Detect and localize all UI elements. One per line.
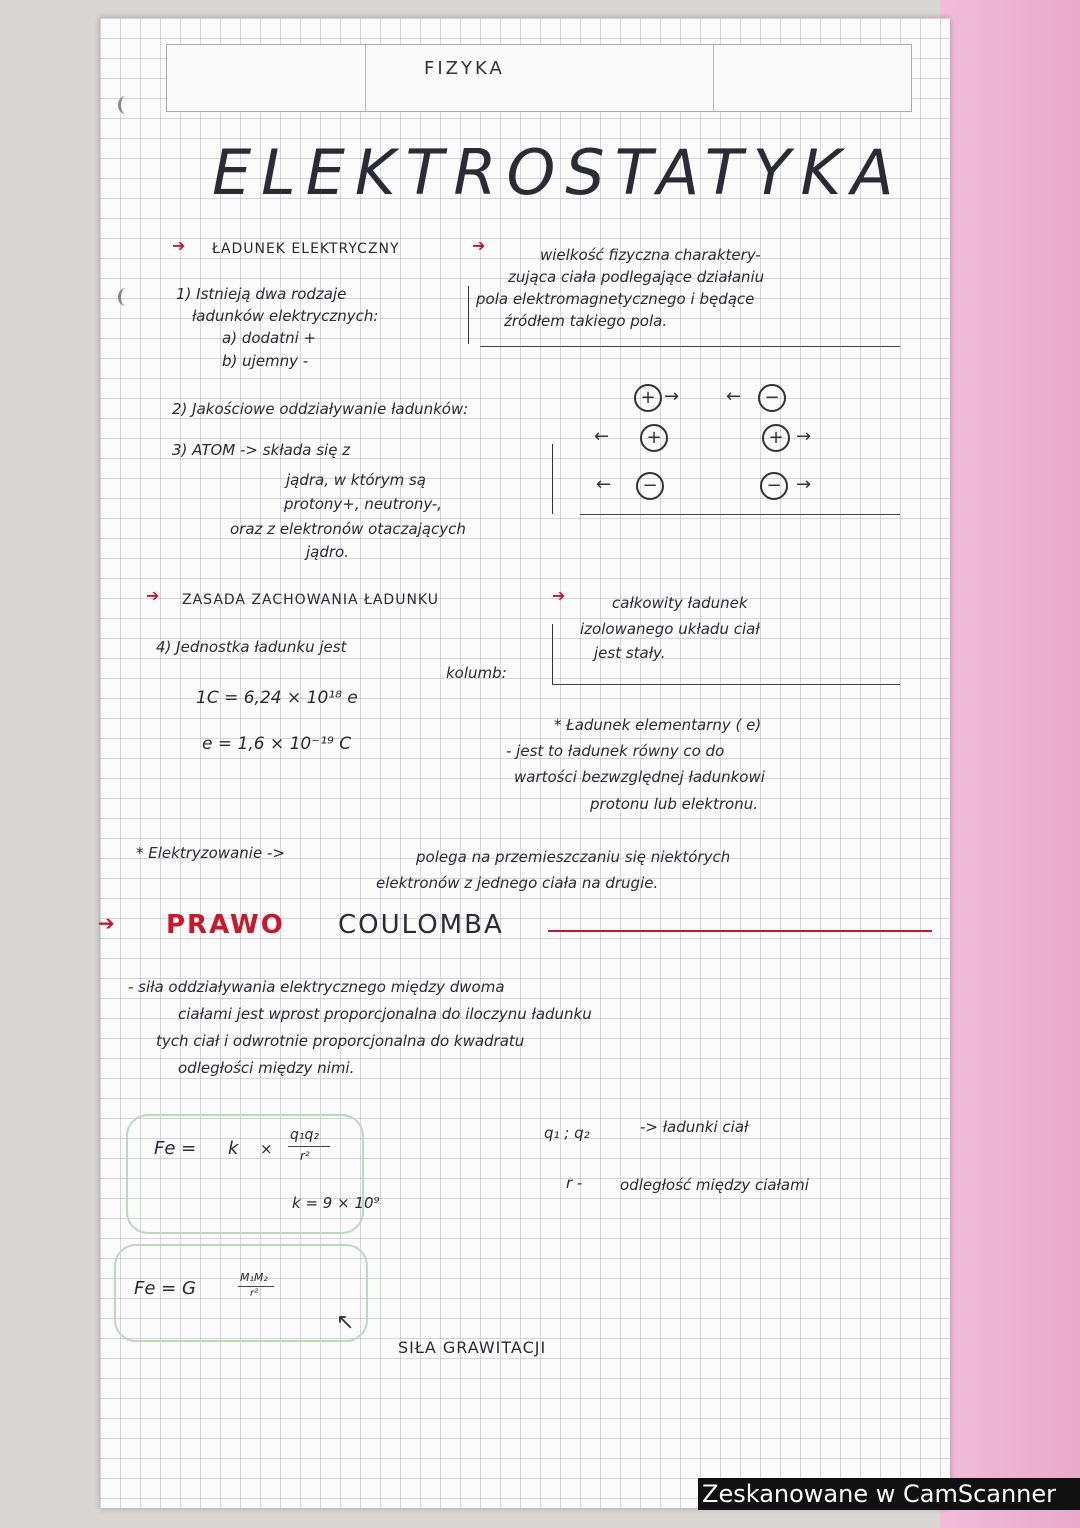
conservation-def-line: jest stały.	[594, 644, 666, 662]
equation-coulomb-to-e: 1C = 6,24 × 10¹⁸ e	[196, 688, 358, 708]
charge-def-line: pola elektromagnetycznego i będące	[476, 290, 755, 308]
equation-elementary-charge: e = 1,6 × 10⁻¹⁹ C	[202, 734, 352, 754]
curved-arrow-icon: ↖	[336, 1310, 355, 1335]
elementary-charge-line: * Ładunek elementarny ( e)	[554, 716, 762, 734]
page-title: ELEKTROSTATYKA	[212, 136, 904, 209]
unit-line: kolumb:	[446, 664, 507, 682]
binder-hole	[118, 288, 133, 306]
negative-charge-icon: −	[758, 384, 786, 412]
formula-times: ×	[260, 1140, 273, 1158]
charge-def-line: zująca ciała podlegające działaniu	[508, 268, 765, 286]
divider-line	[552, 684, 900, 685]
coulomb-law-line: odległości między nimi.	[178, 1059, 355, 1077]
atom-line: jądro.	[306, 543, 349, 561]
binder-hole	[118, 96, 133, 114]
r-label: r -	[566, 1174, 583, 1192]
arrow-icon: ➔	[472, 236, 486, 255]
divider-line	[480, 346, 900, 347]
elementary-charge-line: wartości bezwzględnej ładunkowi	[514, 768, 765, 786]
divider-line	[552, 624, 553, 684]
q-description: -> ładunki ciał	[640, 1118, 749, 1136]
scanner-watermark: Zeskanowane w CamScanner	[698, 1478, 1080, 1510]
formula-highlight-box	[126, 1114, 364, 1234]
fraction-bar	[238, 1286, 274, 1287]
atom-line: oraz z elektronów otaczających	[230, 520, 466, 538]
arrow-left-icon: ←	[726, 386, 742, 407]
atom-line: jądra, w którym są	[286, 471, 426, 489]
coulomb-title-red: PRAWO	[166, 910, 285, 940]
gravity-lhs: Fe = G	[134, 1278, 196, 1299]
header-box	[166, 44, 912, 112]
fraction-bar	[288, 1146, 330, 1147]
positive-charge-icon: +	[634, 384, 662, 412]
coulomb-law-line: - siła oddziaływania elektrycznego między dwoma	[128, 978, 505, 996]
negative-charge-icon: −	[636, 472, 664, 500]
arrow-icon: ➔	[98, 911, 115, 935]
unit-line: 4) Jednostka ładunku jest	[156, 638, 347, 656]
arrow-right-icon: →	[664, 386, 680, 407]
pink-divider-strip	[940, 0, 1080, 1528]
divider-line	[552, 444, 553, 514]
formula-lhs: Fe =	[154, 1138, 197, 1159]
negative-charge-icon: −	[760, 472, 788, 500]
arrow-left-icon: ←	[596, 474, 612, 495]
q-label: q₁ ; q₂	[544, 1124, 590, 1142]
underline-red	[548, 930, 932, 932]
conservation-def-line: izolowanego układu ciał	[580, 620, 760, 638]
term-electrification: * Elektryzowanie ->	[136, 844, 285, 862]
coulomb-law-line: ciałami jest wprost proporcjonalna do iloczynu ładunku	[178, 1005, 592, 1023]
gravity-denominator: r²	[250, 1288, 259, 1299]
subject-label: FIZYKA	[424, 58, 505, 79]
interaction-heading: 2) Jakościowe oddziaływanie ładunków:	[172, 400, 469, 418]
arrow-left-icon: ←	[594, 426, 610, 447]
positive-charge-icon: +	[640, 424, 668, 452]
coulomb-law-line: tych ciał i odwrotnie proporcjonalna do kwadratu	[156, 1032, 525, 1050]
arrow-icon: ➔	[172, 236, 186, 255]
formula-k: k	[228, 1138, 239, 1159]
divider-line	[468, 286, 469, 344]
charge-types-line: ładunków elektrycznych:	[192, 307, 379, 325]
gravity-label: SIŁA GRAWITACJI	[398, 1338, 547, 1357]
r-description: odległość między ciałami	[620, 1176, 809, 1194]
charge-def-line: wielkość fizyczna charaktery-	[540, 246, 761, 264]
charge-type-positive: a) dodatni +	[222, 329, 317, 347]
atom-line: 3) ATOM -> składa się z	[172, 441, 351, 459]
electrification-def-line: elektronów z jednego ciała na drugie.	[376, 874, 659, 892]
coulomb-title-dark: COULOMBA	[338, 910, 504, 940]
electrification-def-line: polega na przemieszczaniu się niektórych	[416, 848, 731, 866]
conservation-def-line: całkowity ładunek	[612, 594, 748, 612]
formula-numerator: q₁q₂	[290, 1127, 319, 1143]
charge-type-negative: b) ujemny -	[222, 352, 309, 370]
term-charge: ŁADUNEK ELEKTRYCZNY	[212, 241, 400, 257]
formula-denominator: r²	[300, 1149, 310, 1163]
atom-line: protony+, neutrony-,	[284, 495, 442, 513]
elementary-charge-line: protonu lub elektronu.	[590, 795, 758, 813]
gravity-numerator: M₁M₂	[240, 1271, 268, 1284]
arrow-right-icon: →	[796, 474, 812, 495]
term-conservation: ZASADA ZACHOWANIA ŁADUNKU	[182, 592, 439, 608]
charge-types-line: 1) Istnieją dwa rodzaje	[176, 285, 347, 303]
k-value: k = 9 × 10⁹	[292, 1194, 380, 1212]
arrow-icon: ➔	[146, 586, 160, 605]
elementary-charge-line: - jest to ładunek równy co do	[506, 742, 725, 760]
charge-def-line: źródłem takiego pola.	[504, 312, 668, 330]
divider-line	[580, 514, 900, 515]
arrow-icon: ➔	[552, 586, 566, 605]
positive-charge-icon: +	[762, 424, 790, 452]
arrow-right-icon: →	[796, 426, 812, 447]
